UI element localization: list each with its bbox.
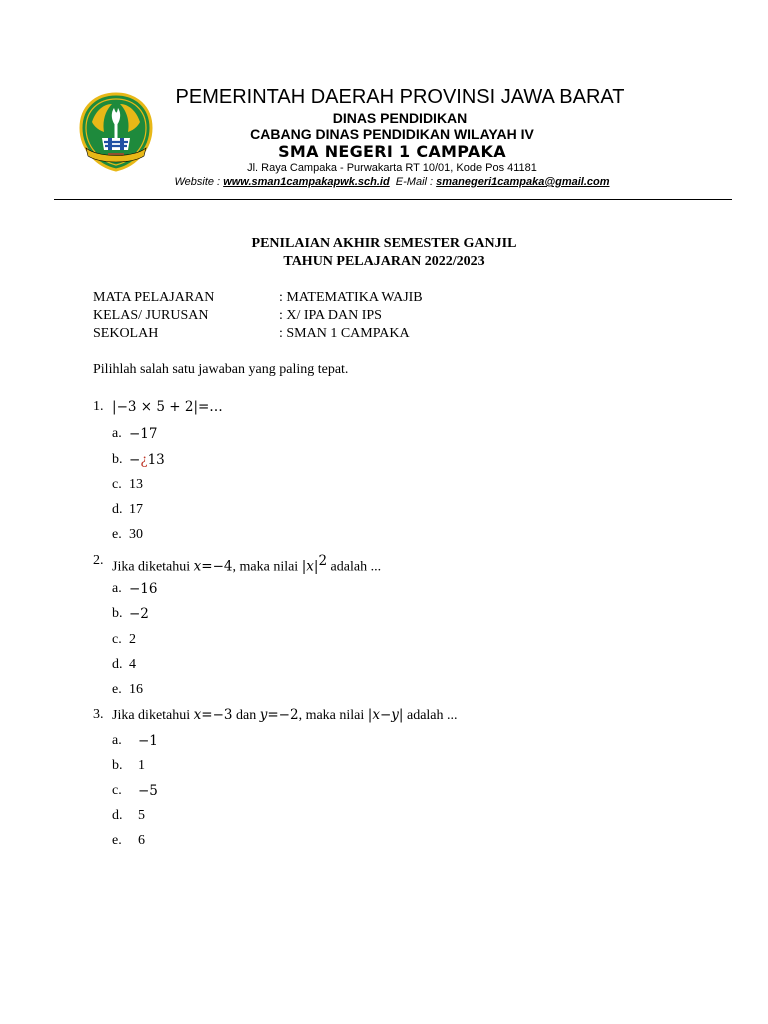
letterhead-government: PEMERINTAH DAERAH PROVINSI JAWA BARAT <box>175 86 625 108</box>
option-value-glitch: ¿ <box>140 452 148 468</box>
option-value <box>129 452 165 469</box>
math-equation: =−2 <box>267 707 299 723</box>
option[interactable] <box>0 452 768 470</box>
option-label: a. <box>112 581 122 596</box>
info-key: KELAS/ JURUSAN <box>93 308 209 323</box>
option-label: b. <box>112 758 123 773</box>
option-value: 17 <box>129 502 143 517</box>
option-value: 30 <box>129 527 143 542</box>
math-variable: x <box>372 707 380 723</box>
option-value-sign: − <box>129 452 141 468</box>
option-value: −5 <box>138 783 158 799</box>
question-text-part: Jika diketahui <box>112 708 194 723</box>
info-value: : SMAN 1 CAMPAKA <box>279 326 410 341</box>
instruction: Pilihlah salah satu jawaban yang paling tepat. <box>93 362 349 377</box>
option[interactable] <box>0 808 768 826</box>
math-variable: y <box>391 707 399 723</box>
option[interactable] <box>0 477 768 495</box>
option[interactable] <box>0 581 768 599</box>
option[interactable] <box>0 426 768 444</box>
letterhead-address: Jl. Raya Campaka - Purwakarta RT 10/01, Kode Pos 41181 <box>247 162 537 174</box>
website-link[interactable]: www.sman1campakapwk.sch.id <box>223 176 390 188</box>
option-value: 5 <box>138 808 145 823</box>
option-label: b. <box>112 452 123 467</box>
option-value: −2 <box>129 606 149 622</box>
option-label: e. <box>112 682 122 697</box>
option[interactable] <box>0 783 768 801</box>
website-label: Website : <box>174 176 224 188</box>
option-label: c. <box>112 477 122 492</box>
info-row <box>0 326 768 344</box>
question-text-part: , maka nilai <box>298 708 368 723</box>
math-operator: − <box>379 707 392 723</box>
option-value: −17 <box>129 426 158 442</box>
letterhead-branch: CABANG DINAS PENDIDIKAN WILAYAH IV <box>250 126 534 142</box>
letterhead-contact <box>152 176 632 188</box>
question-tail: =… <box>198 399 223 415</box>
math-equation: =−4 <box>201 558 233 575</box>
math-exponent: 2 <box>318 553 328 569</box>
option[interactable] <box>0 833 768 851</box>
math-variable: x <box>193 558 202 575</box>
option-label: a. <box>112 426 122 441</box>
option[interactable] <box>0 657 768 675</box>
option-value: 1 <box>138 758 145 773</box>
option[interactable] <box>0 632 768 650</box>
option-value: −16 <box>129 581 158 597</box>
question-text: |−3 × 5 + 2|=… <box>112 399 223 415</box>
question-text-part: Jika diketahui <box>112 559 194 575</box>
province-logo <box>78 92 154 172</box>
info-key: SEKOLAH <box>93 326 159 341</box>
exam-title: PENILAIAN AKHIR SEMESTER GANJIL <box>251 236 517 251</box>
math-equation: =−3 <box>201 707 233 723</box>
option-value: 6 <box>138 833 145 848</box>
exam-year: TAHUN PELAJARAN 2022/2023 <box>283 254 485 269</box>
info-value: : MATEMATIKA WAJIB <box>279 290 423 305</box>
question-text-part: adalah ... <box>403 708 458 723</box>
info-row <box>0 290 768 308</box>
question-text: Jika diketahui x=−4, maka nilai $|x|^2$ adalah ... <box>112 553 382 575</box>
option[interactable] <box>0 682 768 700</box>
letterhead-divider <box>54 199 732 200</box>
math-variable: x <box>193 707 202 723</box>
option-label: e. <box>112 527 122 542</box>
option-label: a. <box>112 733 122 748</box>
west-java-emblem-icon <box>78 92 154 172</box>
option-label: c. <box>112 632 122 647</box>
option-label: e. <box>112 833 122 848</box>
question-text-part: dan <box>232 708 260 723</box>
option-value: −1 <box>138 733 158 749</box>
email-link[interactable]: smanegeri1campaka@gmail.com <box>436 176 610 188</box>
question-1 <box>0 399 768 419</box>
option-label: b. <box>112 606 123 621</box>
option-label: d. <box>112 657 123 672</box>
option-value: 16 <box>129 682 143 697</box>
info-value: : X/ IPA DAN IPS <box>279 308 382 323</box>
option[interactable] <box>0 606 768 624</box>
question-text-part: , maka nilai <box>232 559 302 575</box>
question-text: Jika diketahui x=−3 dan y=−2, maka nilai |x−y| adalah ... <box>112 707 458 723</box>
email-label: E-Mail : <box>389 176 437 188</box>
option-value: 4 <box>129 657 136 672</box>
letterhead-school-name: SMA NEGERI 1 CAMPAKA <box>278 142 506 161</box>
option-value: 2 <box>129 632 136 647</box>
math-variable: x <box>306 558 314 575</box>
letterhead-agency: DINAS PENDIDIKAN <box>332 110 468 126</box>
option[interactable] <box>0 758 768 776</box>
option[interactable] <box>0 502 768 520</box>
question-expression: −3 × 5 + 2 <box>116 399 194 415</box>
question-2 <box>0 553 768 573</box>
question-number: 2. <box>93 553 104 568</box>
option[interactable] <box>0 733 768 751</box>
option-value: 13 <box>129 477 143 492</box>
option-label: c. <box>112 783 122 798</box>
option-label: d. <box>112 502 123 517</box>
info-row <box>0 308 768 326</box>
question-text-part: adalah ... <box>327 559 382 575</box>
option-label: d. <box>112 808 123 823</box>
question-number: 1. <box>93 399 104 414</box>
option-value-number: 13 <box>147 452 165 468</box>
question-3 <box>0 707 768 727</box>
math-variable: y <box>259 707 268 723</box>
info-key: MATA PELAJARAN <box>93 290 215 305</box>
question-number: 3. <box>93 707 104 722</box>
option[interactable] <box>0 527 768 545</box>
